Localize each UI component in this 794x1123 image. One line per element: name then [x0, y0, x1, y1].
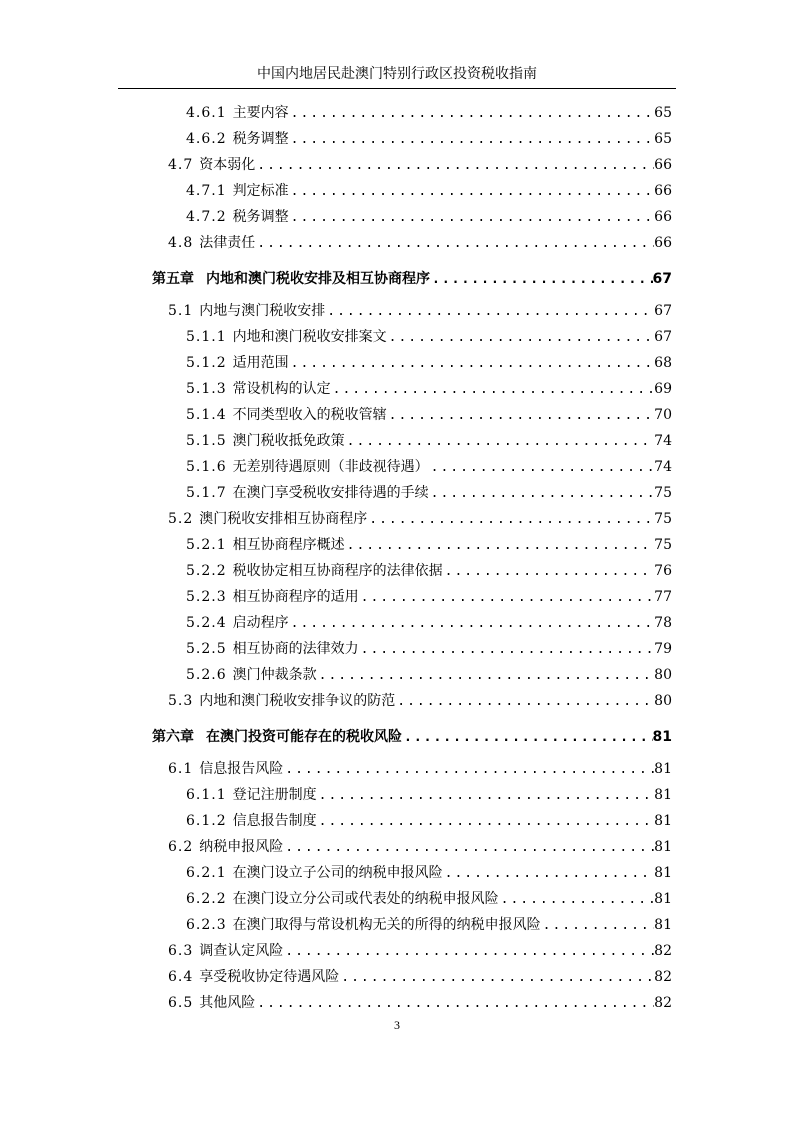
toc-entry-title: 法律责任	[199, 235, 256, 251]
toc-entry[interactable]	[186, 783, 672, 807]
page-header: 中国内地居民赴澳门特别行政区投资税收指南	[118, 60, 676, 89]
toc-entry-title: 其他风险	[199, 995, 256, 1011]
toc-entry-page: 66	[654, 183, 672, 199]
toc-entry-title: 适用范围	[232, 355, 289, 371]
toc-dot-leader	[395, 690, 654, 714]
toc-entry[interactable]	[186, 559, 672, 583]
toc-entry[interactable]	[168, 507, 672, 531]
toc-entry-number: 5.1.7	[186, 485, 227, 501]
toc-entry-title: 不同类型收入的税收管辖	[232, 407, 387, 423]
toc-entry-page: 82	[654, 969, 672, 985]
toc-chapter-entry[interactable]	[152, 267, 672, 291]
toc-entry-page: 66	[654, 235, 672, 251]
toc-entry-page: 77	[654, 589, 672, 605]
toc-dot-leader	[429, 482, 654, 506]
toc-entry-page: 82	[654, 995, 672, 1011]
toc-entry-title: 税收协定相互协商程序的法律依据	[232, 563, 443, 579]
toc-entry[interactable]	[168, 991, 672, 1015]
toc-entry-page: 70	[654, 407, 672, 423]
toc-entry[interactable]	[186, 351, 672, 375]
toc-entry-number: 6.5	[168, 995, 194, 1011]
toc-entry-page: 79	[654, 641, 672, 657]
toc-entry-page: 65	[654, 105, 672, 121]
toc-entry-number: 5.2.4	[186, 615, 227, 631]
toc-entry-title: 税务调整	[232, 131, 289, 147]
toc-dot-leader	[402, 726, 653, 750]
toc-entry-number: 5.1.6	[186, 459, 227, 475]
toc-chapter-entry[interactable]	[152, 725, 672, 749]
toc-entry-title: 在澳门设立子公司的纳税申报风险	[232, 865, 443, 881]
toc-entry[interactable]	[168, 153, 672, 177]
toc-entry-page: 67	[652, 271, 672, 287]
toc-entry-page: 76	[654, 563, 672, 579]
toc-entry-title: 在澳门取得与常设机构无关的所得的纳税申报风险	[232, 917, 541, 933]
toc-entry[interactable]	[186, 887, 672, 911]
toc-entry-number: 5.2.2	[186, 563, 227, 579]
toc-dot-leader	[367, 508, 654, 532]
toc-entry[interactable]	[186, 637, 672, 661]
toc-dot-leader	[499, 888, 654, 912]
toc-entry-number: 5.2.5	[186, 641, 227, 657]
toc-entry-title: 内地与澳门税收安排	[199, 303, 326, 319]
toc-dot-leader	[283, 836, 654, 860]
toc-entry[interactable]	[168, 689, 672, 713]
toc-entry[interactable]	[168, 965, 672, 989]
toc-entry-page: 75	[654, 511, 672, 527]
toc-entry-title: 相互协商的法律效力	[232, 641, 359, 657]
toc-entry[interactable]	[186, 481, 672, 505]
toc-entry[interactable]	[186, 611, 672, 635]
toc-entry-number: 5.2	[168, 511, 194, 527]
toc-entry-number: 5.3	[168, 693, 194, 709]
toc-dot-leader	[325, 300, 654, 324]
toc-entry[interactable]	[168, 299, 672, 323]
toc-entry-number: 5.1.1	[186, 329, 227, 345]
toc-entry[interactable]	[186, 205, 672, 229]
toc-entry-number: 6.2.1	[186, 865, 227, 881]
toc-entry-title: 资本弱化	[199, 157, 256, 173]
toc-entry-number: 5.2.3	[186, 589, 227, 605]
toc-entry-page: 67	[654, 303, 672, 319]
toc-entry[interactable]	[168, 231, 672, 255]
toc-entry[interactable]	[186, 101, 672, 125]
toc-entry-number: 第五章	[152, 271, 194, 287]
toc-entry[interactable]	[186, 585, 672, 609]
toc-entry[interactable]	[186, 127, 672, 151]
toc-dot-leader	[387, 326, 654, 350]
toc-dot-leader	[443, 862, 654, 886]
toc-entry-number: 6.2.2	[186, 891, 227, 907]
toc-dot-leader	[283, 758, 654, 782]
toc-entry-title: 主要内容	[232, 105, 289, 121]
toc-entry-number: 6.2	[168, 839, 194, 855]
toc-entry-title: 判定标准	[232, 183, 289, 199]
toc-entry-number: 6.2.3	[186, 917, 227, 933]
toc-entry-page: 82	[654, 943, 672, 959]
toc-entry-page: 67	[654, 329, 672, 345]
toc-entry-number: 4.7.2	[186, 209, 227, 225]
toc-entry-title: 享受税收协定待遇风险	[199, 969, 340, 985]
toc-entry[interactable]	[186, 325, 672, 349]
toc-dot-leader	[317, 784, 654, 808]
toc-entry-page: 80	[654, 667, 672, 683]
toc-entry-title: 登记注册制度	[232, 787, 317, 803]
toc-entry-page: 81	[652, 729, 672, 745]
toc-entry-title: 在澳门享受税收安排待遇的手续	[232, 485, 429, 501]
toc-entry-number: 4.6.2	[186, 131, 227, 147]
toc-entry[interactable]	[186, 861, 672, 885]
toc-entry-number: 5.1.5	[186, 433, 227, 449]
toc-entry-page: 78	[654, 615, 672, 631]
toc-dot-leader	[317, 810, 654, 834]
toc-entry-page: 81	[654, 891, 672, 907]
toc-entry-number: 4.7.1	[186, 183, 227, 199]
toc-dot-leader	[359, 638, 654, 662]
toc-entry-title: 相互协商程序概述	[232, 537, 345, 553]
toc-entry-title: 内地和澳门税收安排争议的防范	[199, 693, 396, 709]
toc-entry[interactable]	[186, 403, 672, 427]
toc-entry-title: 常设机构的认定	[232, 381, 331, 397]
toc-entry-number: 5.2.1	[186, 537, 227, 553]
toc-entry-page: 81	[654, 813, 672, 829]
toc-entry-number: 6.1.2	[186, 813, 227, 829]
toc-entry-number: 4.8	[168, 235, 194, 251]
toc-entry-page: 81	[654, 839, 672, 855]
toc-entry-title: 相互协商程序的适用	[232, 589, 359, 605]
toc-entry[interactable]	[186, 429, 672, 453]
toc-entry-number: 4.7	[168, 157, 194, 173]
toc-entry-number: 5.1.4	[186, 407, 227, 423]
toc-dot-leader	[541, 914, 654, 938]
toc-entry-page: 75	[654, 537, 672, 553]
toc-entry-page: 81	[654, 917, 672, 933]
toc-entry-title: 信息报告制度	[232, 813, 317, 829]
toc-entry-title: 在澳门设立分公司或代表处的纳税申报风险	[232, 891, 499, 907]
toc-entry-title: 内地和澳门税收安排及相互协商程序	[206, 271, 430, 287]
toc-entry-number: 第六章	[152, 729, 194, 745]
toc-dot-leader	[345, 534, 654, 558]
toc-entry-title: 纳税申报风险	[199, 839, 284, 855]
toc-entry-page: 69	[654, 381, 672, 397]
toc-entry-page: 68	[654, 355, 672, 371]
toc-entry-title: 内地和澳门税收安排案文	[232, 329, 387, 345]
toc-entry[interactable]	[186, 809, 672, 833]
toc-entry[interactable]	[186, 663, 672, 687]
toc-entry-page: 66	[654, 157, 672, 173]
toc-entry-page: 66	[654, 209, 672, 225]
toc-entry[interactable]	[168, 939, 672, 963]
toc-dot-leader	[331, 378, 654, 402]
toc-dot-leader	[289, 180, 654, 204]
toc-entry-page: 74	[654, 433, 672, 449]
toc-entry[interactable]	[186, 377, 672, 401]
toc-entry-title: 无差别待遇原则（非歧视待遇）	[232, 459, 429, 475]
toc-entry-title: 信息报告风险	[199, 761, 284, 777]
toc-entry-page: 75	[654, 485, 672, 501]
toc-dot-leader	[289, 206, 654, 230]
toc-dot-leader	[289, 612, 654, 636]
toc-entry-number: 6.4	[168, 969, 194, 985]
toc-entry-number: 5.1	[168, 303, 194, 319]
toc-entry[interactable]	[168, 835, 672, 859]
toc-entry[interactable]	[186, 913, 672, 937]
page-number: 3	[394, 1018, 400, 1032]
toc-dot-leader	[345, 430, 654, 454]
toc-entry-title: 澳门税收安排相互协商程序	[199, 511, 368, 527]
toc-entry-title: 澳门仲裁条款	[232, 667, 317, 683]
toc-dot-leader	[317, 664, 654, 688]
toc-entry[interactable]	[186, 533, 672, 557]
toc-entry[interactable]	[186, 455, 672, 479]
toc-entry-number: 4.6.1	[186, 105, 227, 121]
toc-dot-leader	[429, 456, 654, 480]
toc-entry-number: 6.1	[168, 761, 194, 777]
toc-entry-page: 81	[654, 865, 672, 881]
toc-dot-leader	[255, 992, 654, 1016]
toc-dot-leader	[289, 352, 654, 376]
toc-entry-page: 74	[654, 459, 672, 475]
toc-entry-title: 启动程序	[232, 615, 289, 631]
toc-dot-leader	[359, 586, 654, 610]
toc-entry-page: 65	[654, 131, 672, 147]
toc-entry-number: 5.1.2	[186, 355, 227, 371]
toc-entry[interactable]	[186, 179, 672, 203]
toc-dot-leader	[443, 560, 654, 584]
toc-entry-number: 5.1.3	[186, 381, 227, 397]
toc-entry-title: 调查认定风险	[199, 943, 284, 959]
toc-dot-leader	[289, 102, 654, 126]
toc-entry-number: 5.2.6	[186, 667, 227, 683]
toc-dot-leader	[339, 966, 654, 990]
toc-dot-leader	[255, 154, 654, 178]
toc-dot-leader	[255, 232, 654, 256]
toc-entry[interactable]	[168, 757, 672, 781]
toc-entry-title: 在澳门投资可能存在的税收风险	[206, 729, 402, 745]
toc-entry-title: 澳门税收抵免政策	[232, 433, 345, 449]
toc-entry-page: 80	[654, 693, 672, 709]
toc-dot-leader	[289, 128, 654, 152]
toc-entry-page: 81	[654, 761, 672, 777]
toc-dot-leader	[430, 268, 653, 292]
toc-dot-leader	[387, 404, 654, 428]
toc-entry-title: 税务调整	[232, 209, 289, 225]
toc-entry-number: 6.3	[168, 943, 194, 959]
toc-dot-leader	[283, 940, 654, 964]
toc-entry-page: 81	[654, 787, 672, 803]
toc-entry-number: 6.1.1	[186, 787, 227, 803]
